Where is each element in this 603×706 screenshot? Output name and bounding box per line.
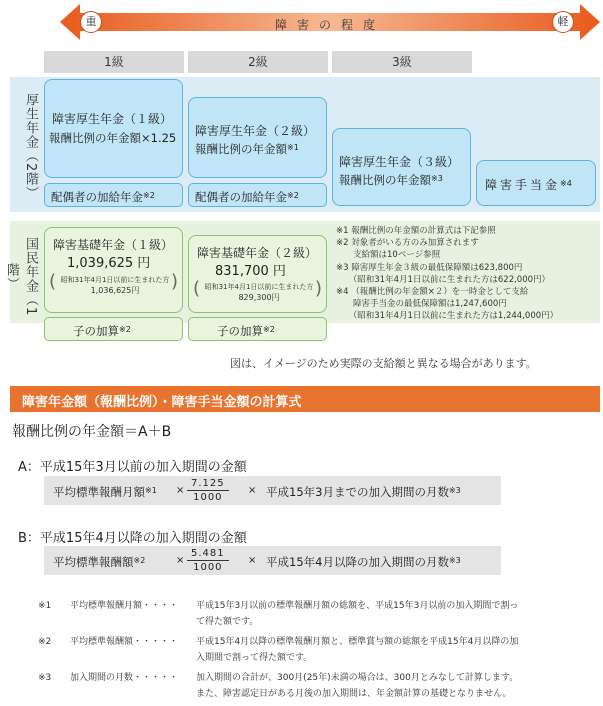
section-header xyxy=(10,386,600,412)
light-marker: 軽 xyxy=(552,11,574,33)
formula-a-term2-mark: ※3 xyxy=(448,486,461,495)
kosei-grade2-box xyxy=(188,97,327,178)
formula-a-fraction xyxy=(187,478,229,504)
kosei-grade2-formula xyxy=(195,141,299,157)
side-notes xyxy=(336,225,558,323)
kokumin-grade2-amount: 831,700 円 xyxy=(215,264,286,279)
child-text-grade1: 子の加算 xyxy=(73,324,119,338)
formula-b-times2: × xyxy=(248,555,257,566)
kosei-grade3-box xyxy=(332,128,471,206)
kosei-grade1-formula: 報酬比例の年金額×1.25 xyxy=(49,131,177,145)
kokumin-grade1-note2: 1,036,625円 xyxy=(90,286,140,295)
spouse-label-grade2 xyxy=(195,189,299,205)
spouse-mark-grade1: ※2 xyxy=(143,191,155,200)
kosei-row-title: 厚生年金（2階） xyxy=(23,93,38,201)
child-mark-grade2: ※2 xyxy=(263,325,275,334)
spouse-mark-grade2: ※2 xyxy=(287,191,299,200)
kosei-grade2-formula-text: 報酬比例の年金額 xyxy=(195,142,287,156)
spouse-text-grade2: 配偶者の加給年金 xyxy=(195,190,287,204)
paren-left-g1: ( xyxy=(49,271,57,292)
formula-main: 報酬比例の年金額＝A＋B xyxy=(12,424,172,440)
paren-right-g2: ) xyxy=(315,278,323,299)
section-title: 障害年金額（報酬比例）・障害手当金額の計算式 xyxy=(22,395,302,410)
formula-a-times2: × xyxy=(248,485,257,496)
formula-b-times1: × xyxy=(176,555,185,566)
child-box-grade1 xyxy=(44,317,183,341)
footnote-1-line1: 平成15年3月以前の標準報酬月額の総額を、平成15年3月以前の加入期間で割っ xyxy=(196,601,519,611)
formula-b-term1-mark: ※2 xyxy=(133,556,146,565)
child-mark-grade1: ※2 xyxy=(119,325,131,334)
child-box-grade2 xyxy=(188,317,327,341)
footnote-1-line2: て得た額です。 xyxy=(196,617,259,627)
kokumin-grade1-note1: 昭和31年4月1日以前に生まれた方 xyxy=(60,276,170,284)
kokumin-grade2-note2: 829,300円 xyxy=(238,293,280,302)
footnote-3-term: 加入期間の月数・・・・・ xyxy=(70,673,179,683)
kosei-grade1-title: 障害厚生年金（１級） xyxy=(52,112,173,126)
spouse-box-grade2 xyxy=(188,183,327,207)
footnote-1-mark: ※1 xyxy=(38,601,52,611)
kosei-grade2-mark: ※1 xyxy=(287,143,299,152)
paren-left-g2: ( xyxy=(193,278,201,299)
side-note-line: ※3 障害厚生年金３級の最低保障額は623,800円 xyxy=(336,262,523,273)
kokumin-grade2-box xyxy=(188,235,327,313)
formula-a-times1: × xyxy=(176,485,185,496)
footnote-2-term: 平均標準報酬額・・・・・ xyxy=(70,637,179,647)
grade-1-header: 1級 xyxy=(44,51,184,73)
child-label-grade1 xyxy=(73,323,131,339)
footnote-3-line1: 加入期間の合計が、300月(25年)未満の場合は、300月とみなして計算します。 xyxy=(196,673,519,683)
kokumin-grade2-title: 障害基礎年金（２級） xyxy=(197,246,318,260)
formula-a-bar xyxy=(44,476,501,505)
formula-a-term2-text: 平成15年3月までの加入期間の月数 xyxy=(266,485,449,499)
formula-b-label: B：平成15年4月以降の加入期間の金額 xyxy=(18,531,247,546)
footnote-3-line2: また、障害認定日がある月後の加入期間は、年金額計算の基礎となりません。 xyxy=(196,689,512,699)
footnote-2-line2: 入期間で割って得た額です。 xyxy=(196,653,313,663)
grade-3-header: 3級 xyxy=(332,51,472,73)
kokumin-grade1-title: 障害基礎年金（１級） xyxy=(53,238,174,252)
kosei-grade3-title: 障害厚生年金（３級） xyxy=(339,155,460,169)
teate-mark: ※4 xyxy=(560,179,572,188)
image-disclaimer: 図は、イメージのため実際の支給額と異なる場合があります。 xyxy=(230,357,537,370)
paren-right-g1: ) xyxy=(171,271,179,292)
formula-a-term1 xyxy=(53,484,157,500)
side-note-line: ※4 （報酬比例の年金額×２）を一時金として支給 xyxy=(336,287,529,298)
heavy-marker: 重 xyxy=(80,11,102,33)
footnote-3-mark: ※3 xyxy=(38,673,52,683)
side-note-line: 障害手当金の最低保障額は1,247,600円 xyxy=(336,299,507,310)
formula-b-term2-mark: ※3 xyxy=(448,556,461,565)
formula-a-label: A：平成15年3月以前の加入期間の金額 xyxy=(18,460,247,475)
footnote-2-line1: 平成15年4月以降の標準報酬月額と、標準賞与額の総額を平成15年4月以降の加 xyxy=(196,637,519,647)
formula-b-term2-text: 平成15年4月以降の加入期間の月数 xyxy=(266,555,449,569)
formula-b-term1-text: 平均標準報酬額 xyxy=(53,555,134,569)
teate-label-text: 障害手当金 xyxy=(485,178,561,192)
formula-a-term2 xyxy=(266,484,461,500)
kokumin-grade1-box xyxy=(44,227,183,313)
kokumin-row-title: 国民年金（1階） xyxy=(4,237,38,317)
formula-a-term1-text: 平均標準報酬月額 xyxy=(53,485,145,499)
side-note-line: 支給額は10ページ参照 xyxy=(336,250,441,261)
footnote-2-mark: ※2 xyxy=(38,637,52,647)
kosei-grade3-formula-text: 報酬比例の年金額 xyxy=(339,173,431,187)
formula-b-denominator: 1000 xyxy=(193,562,223,573)
severity-arrow xyxy=(60,4,600,40)
child-text-grade2: 子の加算 xyxy=(217,324,263,338)
kokumin-grade1-amount: 1,039,625 円 xyxy=(67,256,151,271)
side-note-line: （昭和31年4月1日以前に生まれた方は1,244,000円） xyxy=(336,311,559,322)
kokumin-grade2-note1: 昭和31年4月1日以前に生まれた方 xyxy=(204,283,314,291)
formula-b-term1 xyxy=(53,554,145,570)
formula-a-denominator: 1000 xyxy=(193,492,223,503)
formula-b-term2 xyxy=(266,554,461,570)
side-note-line: ※2 対象者がいる方のみ加算されます xyxy=(336,238,479,249)
teate-label xyxy=(485,176,572,193)
footnote-1-term: 平均標準報酬月額・・・・ xyxy=(70,601,179,611)
grade-2-header: 2級 xyxy=(188,51,328,73)
teate-box xyxy=(476,160,596,206)
side-note-line: （昭和31年4月1日以前に生まれた方は622,000円） xyxy=(336,274,551,285)
formula-b-fraction xyxy=(187,548,229,574)
side-note-line: ※1 報酬比例の年金額の計算式は下記参照 xyxy=(336,226,496,236)
severity-label: 障害の程度 xyxy=(274,18,385,32)
spouse-label-grade1 xyxy=(51,189,155,205)
formula-b-numerator: 5.481 xyxy=(187,548,229,561)
spouse-box-grade1 xyxy=(44,183,183,207)
formula-b-bar xyxy=(44,546,501,575)
kosei-grade3-mark: ※3 xyxy=(431,174,443,183)
spouse-text-grade1: 配偶者の加給年金 xyxy=(51,190,143,204)
child-label-grade2 xyxy=(217,323,275,339)
kosei-grade1-box xyxy=(44,79,183,178)
formula-a-term1-mark: ※1 xyxy=(145,486,157,495)
kosei-grade2-title: 障害厚生年金（２級） xyxy=(195,124,316,138)
kosei-grade3-formula xyxy=(339,172,443,188)
formula-a-numerator: 7.125 xyxy=(187,478,229,491)
